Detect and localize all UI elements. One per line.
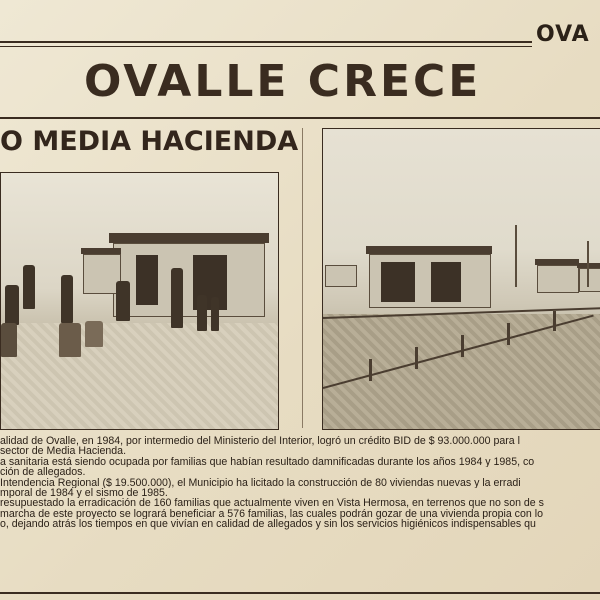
photo-new-houses (322, 128, 600, 430)
bottom-rule (0, 592, 600, 594)
worker-figure (61, 275, 73, 323)
article-line: o, dejando atrás los tiempos en que vivían en calidad de allegados y sin los servicios higiénicos indispensables qu (0, 519, 536, 530)
article-line: sector de Media Hacienda. (0, 446, 127, 457)
fence-post (369, 359, 372, 381)
worker-figure (1, 323, 17, 357)
utility-pole (587, 241, 589, 287)
article-line: resupuestado la erradicación de 160 familias que actualmente viven en Vista Hermosa, en terrenos que no son de s (0, 498, 544, 509)
article-line: marcha de este proyecto se logrará beneficiar a 576 familias, las cuales podrán gozar de una vivienda propia con lo (0, 508, 543, 520)
utility-pole (515, 225, 517, 287)
column-divider (302, 128, 303, 428)
article-line: a sanitaria está siendo ocupada por familias que habían resultado damnificadas durante los años 1984 y 1985, co (0, 456, 535, 468)
article-line: ción de allegados. (0, 467, 86, 478)
headline: OVALLE CRECE (84, 56, 482, 107)
article-body (0, 436, 600, 530)
house-4 (325, 265, 357, 287)
top-rule (0, 41, 532, 43)
house-door (431, 262, 461, 302)
house-door (136, 255, 158, 305)
worker-figure (211, 297, 219, 331)
house-roof (366, 246, 492, 254)
worker-figure (116, 281, 130, 321)
article-line: mporal de 1984 y el sismo de 1985. (0, 487, 168, 499)
headline-rule (0, 117, 600, 119)
fence-post (415, 347, 418, 369)
house-3 (579, 268, 600, 292)
photo-construction-site (0, 172, 279, 430)
photo-ground (1, 323, 278, 429)
photo-field (323, 314, 600, 429)
house-roof (109, 233, 269, 243)
house-window (381, 262, 415, 302)
worker-figure (5, 285, 19, 325)
fence-post (553, 311, 556, 331)
worker-figure (197, 295, 207, 331)
worker-figure (171, 268, 183, 328)
fence-post (507, 323, 510, 345)
worker-figure (23, 265, 35, 309)
top-rule-thin (0, 46, 532, 47)
house-2 (537, 265, 579, 293)
worker-figure (85, 321, 103, 347)
fence-post (461, 335, 464, 357)
worker-figure (59, 323, 81, 357)
masthead-tag: OVA (536, 22, 590, 47)
article-line: Intendencia Regional ($ 19.500.000), el Municipio ha licitado la construcción de 80 viviendas nuevas y la erradi (0, 477, 521, 488)
article-line: alidad de Ovalle, en 1984, por intermedio del Ministerio del Interior, logró un crédito BID de $ 93.000.000 para l (0, 436, 520, 447)
subhead: O MEDIA HACIENDA (0, 126, 299, 157)
